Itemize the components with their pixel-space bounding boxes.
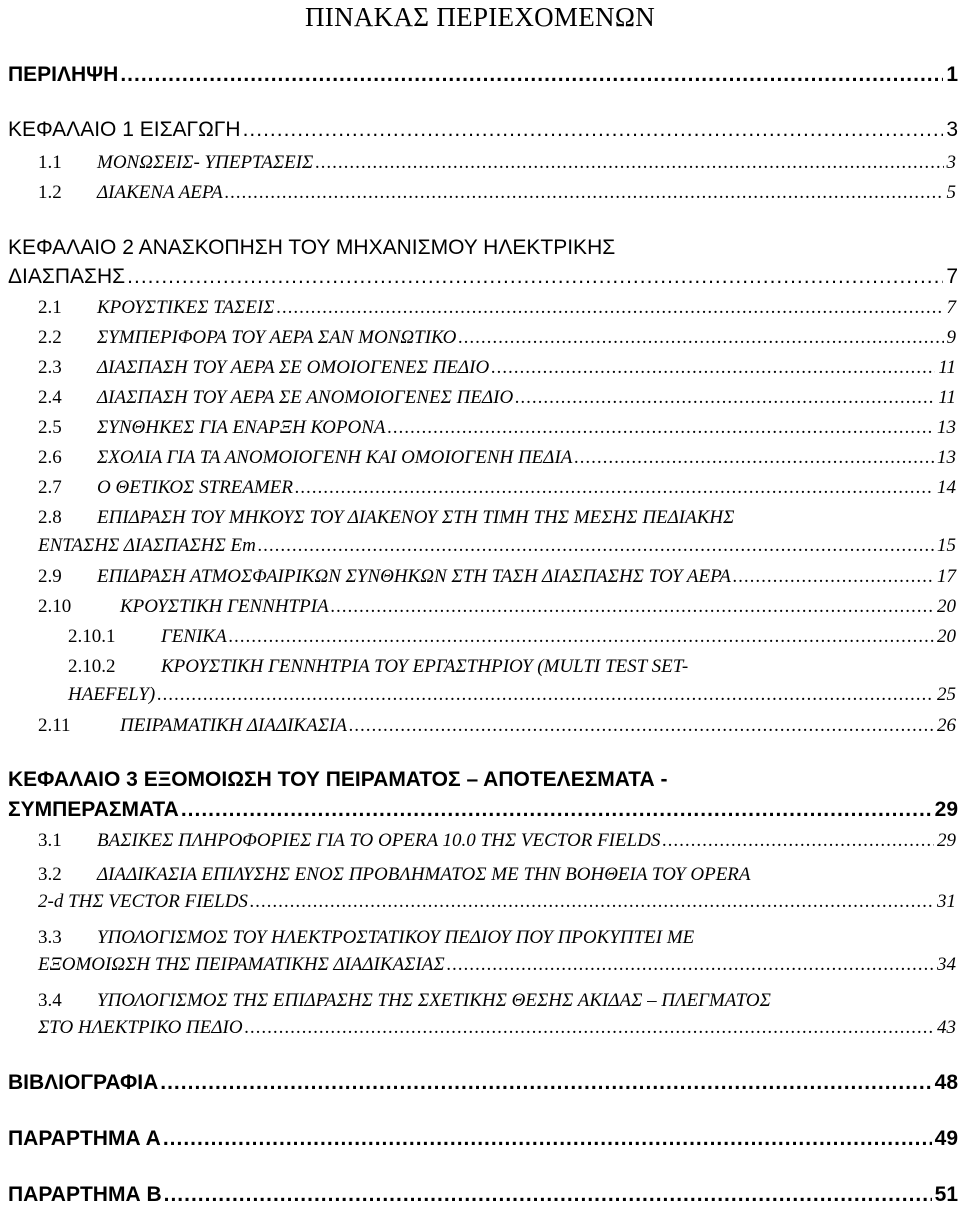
toc-entry-3-3-cont[interactable] <box>38 953 956 977</box>
toc-entry-text-cont: 2-d ΤΗΣ VECTOR FIELDS <box>38 891 248 912</box>
toc-entry-text-cont: HAEFELY) <box>68 684 156 705</box>
toc-entry-text: ΚΡΟΥΣΤΙΚΗ ΓΕΝΝΗΤΡΙΑ ΤΟΥ ΕΡΓΑΣΤΗΡΙΟΥ (MULTI TEST SET- <box>161 656 689 677</box>
toc-entry-number: 2.10.2 <box>68 656 116 677</box>
toc-entry-text: ΥΠΟΛΟΓΙΣΜΟΣ ΤΗΣ ΕΠΙΔΡΑΣΗΣ ΤΗΣ ΣΧΕΤΙΚΗΣ ΘΕΣΗΣ ΑΚΙΔΑΣ – ΠΛΕΓΜΑΤΟΣ <box>97 990 771 1011</box>
toc-entry-text: ΔΙΑΔΙΚΑΣΙΑ ΕΠΙΛΥΣΗΣ ΕΝΟΣ ΠΡΟΒΛΗΜΑΤΟΣ ΜΕ ΤΗΝ ΒΟΗΘΕΙΑ ΤΟΥ OPERA <box>97 864 751 885</box>
toc-entry-number: 2.3 <box>38 357 62 378</box>
toc-entry-2-2[interactable] <box>38 326 956 350</box>
toc-entry-text: ΒΑΣΙΚΕΣ ΠΛΗΡΟΦΟΡΙΕΣ ΓΙΑ ΤΟ OPERA 10.0 ΤΗΣ VECTOR FIELDS <box>97 830 661 851</box>
toc-entry-text: ΚΡΟΥΣΤΙΚΗ ΓΕΝΝΗΤΡΙΑ <box>120 596 329 617</box>
toc-leader-dots <box>229 625 934 649</box>
toc-leader-dots <box>163 1126 932 1152</box>
toc-leader-dots <box>250 890 934 914</box>
toc-entry-number: 3.3 <box>38 927 62 948</box>
toc-entry-page: 15 <box>937 535 956 556</box>
toc-entry-2-10[interactable] <box>38 595 956 619</box>
toc-entry-page: 31 <box>937 891 956 912</box>
toc-leader-dots <box>388 416 935 440</box>
toc-entry-text: ΠΑΡΑΡΤΗΜΑ Β <box>8 1183 162 1206</box>
toc-entry-2-11[interactable] <box>38 714 956 738</box>
toc-entry-bibliography[interactable] <box>8 1070 958 1096</box>
toc-entry-number: 2.2 <box>38 327 62 348</box>
toc-entry-3-1[interactable] <box>38 829 956 853</box>
toc-leader-dots <box>458 326 943 350</box>
toc-entry-text: Ο ΘΕΤΙΚΟΣ STREAMER <box>97 477 294 498</box>
toc-leader-dots <box>181 797 932 823</box>
toc-leader-dots <box>164 1182 932 1208</box>
toc-entry-page: 51 <box>934 1183 958 1206</box>
toc-entry-2-1[interactable] <box>38 296 956 320</box>
toc-entry-number: 3.2 <box>38 864 62 885</box>
toc-entry-page: 9 <box>946 327 956 348</box>
toc-entry-page: 11 <box>938 387 956 408</box>
toc-entry-page: 20 <box>937 626 956 647</box>
toc-leader-dots <box>157 683 934 707</box>
toc-leader-dots <box>491 356 935 380</box>
toc-entry-chapter-1[interactable] <box>8 117 958 143</box>
toc-leader-dots <box>127 264 943 290</box>
toc-leader-dots <box>245 1016 934 1040</box>
toc-entry-page: 5 <box>946 182 956 203</box>
toc-entry-page: 13 <box>937 447 956 468</box>
toc-leader-dots <box>349 714 934 738</box>
toc-leader-dots <box>160 1070 931 1096</box>
toc-entry-text: ΔΙΑΚΕΝΑ ΑΕΡΑ <box>97 182 223 203</box>
toc-entry-text: ΚΕΦΑΛΑΙΟ 3 ΕΞΟΜΟΙΩΣΗ ΤΟΥ ΠΕΙΡΑΜΑΤΟΣ – ΑΠΟΤΕΛΕΣΜΑΤΑ - <box>8 768 668 791</box>
toc-entry-appendix-a[interactable] <box>8 1126 958 1152</box>
toc-entry-text-cont: ΣΥΜΠΕΡΑΣΜΑΤΑ <box>8 798 179 821</box>
toc-entry-text: ΠΕΙΡΑΜΑΤΙΚΗ ΔΙΑΔΙΚΑΣΙΑ <box>120 715 347 736</box>
toc-entry-text: ΠΑΡΑΡΤΗΜΑ Α <box>8 1127 161 1150</box>
toc-entry-page: 7 <box>946 297 956 318</box>
toc-entry-text: ΕΠΙΔΡΑΣΗ ΑΤΜΟΣΦΑΙΡΙΚΩΝ ΣΥΝΘΗΚΩΝ ΣΤΗ ΤΑΣΗ ΔΙΑΣΠΑΣΗΣ ΤΟΥ ΑΕΡΑ <box>97 566 731 587</box>
toc-leader-dots <box>225 181 944 205</box>
toc-entry-page: 29 <box>937 830 956 851</box>
toc-entry-2-6[interactable] <box>38 446 956 470</box>
toc-entry-text: ΜΟΝΩΣΕΙΣ- ΥΠΕΡΤΑΣΕΙΣ <box>97 152 314 173</box>
toc-entry-text: ΕΠΙΔΡΑΣΗ ΤΟΥ ΜΗΚΟΥΣ ΤΟΥ ΔΙΑΚΕΝΟΥ ΣΤΗ ΤΙΜΗ ΤΗΣ ΜΕΣΗΣ ΠΕΔΙΑΚΗΣ <box>97 507 735 528</box>
toc-entry-text: ΓΕΝΙΚΑ <box>161 626 227 647</box>
toc-entry-text: ΔΙΑΣΠΑΣΗ ΤΟΥ ΑΕΡΑ ΣΕ ΟΜΟΙΟΓΕΝΕΣ ΠΕΔΙΟ <box>97 357 490 378</box>
toc-entry-2-8-cont[interactable] <box>38 534 956 558</box>
toc-entry-text: ΒΙΒΛΙΟΓΡΑΦΙΑ <box>8 1071 159 1094</box>
toc-entry-number: 2.6 <box>38 447 62 468</box>
toc-entry-page: 49 <box>934 1127 958 1150</box>
toc-entry-1-1[interactable] <box>38 151 956 175</box>
toc-leader-dots <box>277 296 944 320</box>
toc-entry-2-5[interactable] <box>38 416 956 440</box>
toc-leader-dots <box>733 565 934 589</box>
toc-entry-number: 2.1 <box>38 297 62 318</box>
toc-entry-page: 20 <box>937 596 956 617</box>
toc-entry-number: 1.2 <box>38 182 62 203</box>
toc-entry-summary[interactable] <box>8 62 958 88</box>
toc-entry-page: 13 <box>937 417 956 438</box>
toc-leader-dots <box>243 117 944 143</box>
toc-entry-page: 43 <box>937 1017 956 1038</box>
toc-entry-page: 14 <box>937 477 956 498</box>
toc-entry-2-3[interactable] <box>38 356 956 380</box>
toc-entry-1-2[interactable] <box>38 181 956 205</box>
toc-leader-dots <box>662 829 934 853</box>
toc-entry-text-cont: ΣΤΟ ΗΛΕΚΤΡΙΚΟ ΠΕΔΙΟ <box>38 1017 243 1038</box>
toc-leader-dots <box>120 62 943 88</box>
toc-entry-number: 2.10 <box>38 596 72 617</box>
toc-entry-chapter-2-cont[interactable] <box>8 264 958 290</box>
toc-entry-3-4-cont[interactable] <box>38 1016 956 1040</box>
toc-entry-page: 17 <box>937 566 956 587</box>
toc-entry-text: ΚΡΟΥΣΤΙΚΕΣ ΤΑΣΕΙΣ <box>97 297 275 318</box>
toc-entry-text: ΣΥΝΘΗΚΕΣ ΓΙΑ ΕΝΑΡΞΗ ΚΟΡΟΝΑ <box>97 417 386 438</box>
toc-entry-number: 3.1 <box>38 830 62 851</box>
toc-entry-page: 48 <box>934 1071 958 1094</box>
toc-entry-text-cont: ΔΙΑΣΠΑΣΗΣ <box>8 265 126 288</box>
toc-leader-dots <box>258 534 934 558</box>
toc-entry-text-cont: ΕΝΤΑΣΗΣ ΔΙΑΣΠΑΣΗΣ Em <box>38 535 256 556</box>
toc-entry-2-7[interactable] <box>38 476 956 500</box>
toc-entry-number: 2.8 <box>38 507 62 528</box>
toc-entry-2-10-1[interactable] <box>68 625 956 649</box>
toc-entry-number: 2.11 <box>38 715 71 736</box>
toc-entry-page: 1 <box>946 63 958 86</box>
toc-entry-number: 3.4 <box>38 990 62 1011</box>
toc-entry-number: 2.4 <box>38 387 62 408</box>
toc-entry-text: ΠΕΡΙΛΗΨΗ <box>8 63 119 86</box>
toc-leader-dots <box>515 386 935 410</box>
toc-entry-page: 26 <box>937 715 956 736</box>
toc-entry-2-10-2[interactable] <box>68 655 956 679</box>
toc-entry-text: ΔΙΑΣΠΑΣΗ ΤΟΥ ΑΕΡΑ ΣΕ ΑΝΟΜΟΙΟΓΕΝΕΣ ΠΕΔΙΟ <box>97 387 514 408</box>
toc-entry-3-4[interactable] <box>38 989 956 1013</box>
toc-leader-dots <box>574 446 934 470</box>
toc-entry-2-9[interactable] <box>38 565 956 589</box>
toc-entry-number: 2.5 <box>38 417 62 438</box>
toc-leader-dots <box>315 151 943 175</box>
toc-entry-2-4[interactable] <box>38 386 956 410</box>
toc-leader-dots <box>295 476 934 500</box>
toc-entry-page: 7 <box>946 265 958 288</box>
toc-entry-page: 11 <box>938 357 956 378</box>
toc-entry-text: ΚΕΦΑΛΑΙΟ 1 ΕΙΣΑΓΩΓΗ <box>8 118 241 141</box>
toc-leader-dots <box>447 953 934 977</box>
toc-entry-2-8[interactable] <box>38 506 956 530</box>
toc-entry-page: 3 <box>946 152 956 173</box>
toc-entry-page: 34 <box>937 954 956 975</box>
toc-entry-number: 1.1 <box>38 152 62 173</box>
toc-entry-page: 3 <box>946 118 958 141</box>
toc-entry-chapter-3-cont[interactable] <box>8 797 958 823</box>
page-title: ΠΙΝΑΚΑΣ ΠΕΡΙΕΧΟΜΕΝΩΝ <box>305 2 655 32</box>
toc-entry-page: 25 <box>937 684 956 705</box>
toc-entry-text: ΣΥΜΠΕΡΙΦΟΡΑ ΤΟΥ ΑΕΡΑ ΣΑΝ ΜΟΝΩΤΙΚΟ <box>97 327 457 348</box>
toc-entry-text-cont: ΕΞΟΜΟΙΩΣΗ ΤΗΣ ΠΕΙΡΑΜΑΤΙΚΗΣ ΔΙΑΔΙΚΑΣΙΑΣ <box>38 954 445 975</box>
toc-entry-3-2[interactable] <box>38 863 956 887</box>
toc-entry-page: 29 <box>934 798 958 821</box>
toc-entry-2-10-2-cont[interactable] <box>68 683 956 707</box>
toc-entry-number: 2.7 <box>38 477 62 498</box>
toc-entry-chapter-2[interactable] <box>8 235 958 261</box>
toc-entry-number: 2.10.1 <box>68 626 116 647</box>
toc-entry-text: ΚΕΦΑΛΑΙΟ 2 ΑΝΑΣΚΟΠΗΣΗ ΤΟΥ ΜΗΧΑΝΙΣΜΟΥ ΗΛΕΚΤΡΙΚΗΣ <box>8 236 616 259</box>
toc-entry-appendix-b[interactable] <box>8 1182 958 1208</box>
toc-entry-text: ΣΧΟΛΙΑ ΓΙΑ ΤΑ ΑΝΟΜΟΙΟΓΕΝΗ ΚΑΙ ΟΜΟΙΟΓΕΝΗ ΠΕΔΙΑ <box>97 447 573 468</box>
toc-entry-number: 2.9 <box>38 566 62 587</box>
toc-entry-3-3[interactable] <box>38 926 956 950</box>
toc-entry-3-2-cont[interactable] <box>38 890 956 914</box>
toc-entry-text: ΥΠΟΛΟΓΙΣΜΟΣ ΤΟΥ ΗΛΕΚΤΡΟΣΤΑΤΙΚΟΥ ΠΕΔΙΟΥ ΠΟΥ ΠΡΟΚΥΠΤΕΙ ΜΕ <box>97 927 695 948</box>
toc-leader-dots <box>331 595 934 619</box>
toc-entry-chapter-3[interactable] <box>8 767 958 793</box>
